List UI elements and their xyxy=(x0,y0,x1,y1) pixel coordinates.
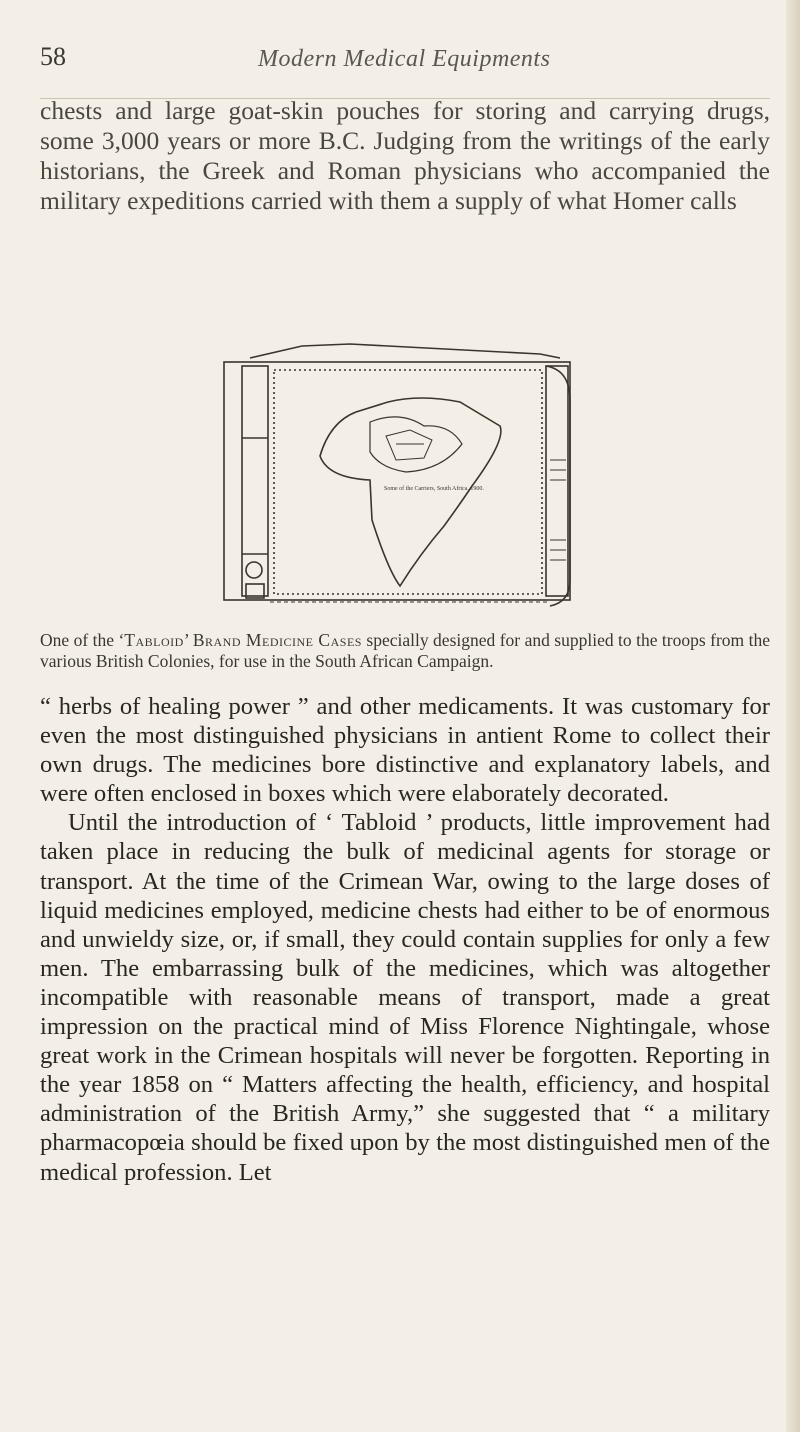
figure-caption xyxy=(40,630,770,672)
caption-smallcaps: Brand Medicine Cases xyxy=(192,630,362,650)
africa-outline xyxy=(320,398,501,586)
bottle-icon xyxy=(246,562,262,578)
case-outline xyxy=(224,362,570,600)
body-text xyxy=(40,692,770,1187)
medicine-case-drawing xyxy=(210,340,590,618)
case-lid-edge xyxy=(250,344,560,358)
figure-label: Some of the Carriers, South Africa, 1900. xyxy=(384,486,484,492)
caption-mid: ’ xyxy=(183,630,193,650)
page-edge xyxy=(786,0,800,1432)
page-header xyxy=(40,40,770,80)
medicine-case-illustration xyxy=(210,340,590,618)
caption-rest: specially designed for and supplied to the troops from the various British Colonies, for use in the South African Campaign. xyxy=(40,630,770,671)
inner-panel xyxy=(274,370,542,594)
running-head: Modern Medical Equipments xyxy=(258,46,551,72)
body-paragraph-2: Until the introduction of ‘ Tabloid ’ products, little improvement had taken place in reducing the bulk of medicinal agents for storage or transport. At the time of the Crimean War, owing to the large doses of liquid medicines employed, medicine chests had either to be of enormous and unwieldy size, or, if small, they could contain supplies for only a few men. The embarrassing bulk of the medicines, which was altogether incompatible with reasonable means of transport, made a great impression on the practical mind of Miss Florence Nightingale, whose great work in the Crimean hospitals will never be forgotten. Reporting in the year 1858 on “ Matters affecting the health, efficiency, and hospital administration of the British Army,” she suggested that “ a military pharmacopœia should be fixed upon by the most distinguished men of the medical profession. Let xyxy=(40,809,770,1186)
top-paragraph: chests and large goat-skin pouches for storing and carrying drugs, some 3,000 years or more B.C. Judging from the writings of the early historians, the Greek and Roman physicians who accompanied the military expeditions carried with them a supply of what Homer calls xyxy=(40,96,770,215)
caption-lead: One of the ‘ xyxy=(40,630,125,650)
right-strap xyxy=(546,366,568,596)
caption-brand: Tabloid xyxy=(124,630,184,650)
page-number: 58 xyxy=(40,42,66,71)
body-paragraph-1: “ herbs of healing power ” and other medicaments. It was customary for even the most distinguished physicians in antient Rome to collect their own drugs. The medicines bore distinctive and explanatory labels, and were often enclosed in boxes which were elaborately decorated. xyxy=(40,693,770,808)
